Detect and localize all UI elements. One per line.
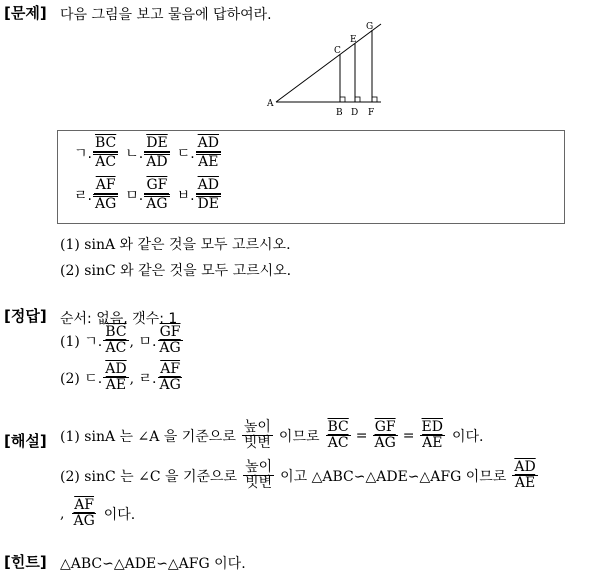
choice-mark: ㄴ. [125, 146, 144, 162]
answer-1-prefix: (1) ㄱ. [60, 333, 103, 350]
explanation-label: [해설] [4, 432, 47, 450]
choice-fraction: $\frac{\overline{GF}}{AG}$ [146, 177, 168, 212]
explanation-2-text-b: 이고 △ABC∽△ADE∽△AFG 이므로 [280, 468, 507, 485]
choice-fraction: $\frac{\overline{BC}}{AC}$ [94, 135, 117, 170]
hint-text: △ABC∽△ADE∽△AFG 이다. [60, 556, 246, 572]
explanation-2-text-a: (2) sinC 는 ∠C 을 기준으로 [60, 468, 238, 485]
answer-meta: 순서: 없음, 갯수: 1 [60, 311, 178, 327]
point-d-label: D [351, 108, 359, 118]
explanation-line-3 [60, 498, 135, 529]
point-f-label: F [368, 108, 375, 118]
answer-2-frac-1: $\frac{\overline{AD}}{AE}$ [105, 361, 127, 393]
choice-item [125, 178, 170, 212]
answer-1-mid: , ㅁ. [129, 333, 157, 350]
explanation-1-end: 이다. [451, 428, 484, 445]
answer-2-mid: , ㄹ. [129, 370, 157, 387]
equals-sign: = [355, 427, 368, 444]
explanation-1-frac-1: $\frac{\overline{BC}}{AC}$ [327, 419, 349, 451]
explanation-1-frac-3: $\frac{\overline{ED}}{AE}$ [421, 419, 443, 451]
question-1: (1) sinA 와 같은 것을 모두 고르시오. [60, 237, 291, 253]
answer-2 [60, 362, 184, 393]
point-g-label: G [366, 22, 374, 32]
explanation-3-end: 이다. [103, 506, 136, 523]
question-2: (2) sinC 와 같은 것을 모두 고르시오. [60, 263, 292, 279]
answer-1-frac-1: $\frac{\overline{BC}}{AC}$ [105, 324, 127, 356]
answer-2-frac-2: $\frac{\overline{AF}}{AG}$ [159, 361, 181, 393]
triangle-figure [265, 16, 390, 120]
choice-item [74, 178, 119, 212]
choice-item [177, 136, 222, 170]
explanation-line-2 [60, 460, 539, 491]
point-e-label: E [350, 35, 357, 45]
choice-item [125, 136, 170, 170]
problem-instruction: 다음 그림을 보고 물음에 답하여라. [60, 7, 272, 23]
choice-mark: ㄹ. [74, 188, 92, 204]
height-over-hypotenuse-2: $\frac{\text{높이}}{\text{빗변}}$ [245, 459, 273, 491]
point-a-label: A [267, 99, 274, 109]
explanation-1-text-b: 이므로 [278, 428, 320, 445]
answer-1 [60, 325, 184, 356]
explanation-3-frac: $\frac{\overline{AF}}{AG}$ [73, 497, 95, 529]
answer-label: [정답] [4, 307, 47, 325]
choices-row-1 [74, 136, 228, 170]
explanation-1-frac-2: $\frac{\overline{GF}}{AG}$ [374, 419, 396, 451]
choice-mark: ㄷ. [176, 146, 195, 162]
choice-fraction: $\frac{\overline{AF}}{AG}$ [94, 177, 117, 212]
choices-row-2 [74, 178, 228, 212]
explanation-2-frac: $\frac{\overline{AD}}{AE}$ [514, 459, 536, 491]
explanation-line-1 [60, 420, 483, 451]
choice-fraction: $\frac{\overline{AD}}{AE}$ [197, 135, 220, 170]
equals-sign: = [402, 427, 415, 444]
answer-1-frac-2: $\frac{\overline{GF}}{AG}$ [159, 324, 181, 356]
choice-mark: ㄱ. [74, 146, 92, 162]
choice-item [177, 178, 222, 212]
choice-fraction: $\frac{\overline{AD}}{DE}$ [197, 177, 219, 212]
choice-mark: ㅂ. [176, 188, 195, 204]
explanation-3-comma: , [60, 505, 65, 522]
choice-item [74, 136, 119, 170]
point-b-label: B [336, 108, 343, 118]
choice-mark: ㅁ. [125, 188, 144, 204]
explanation-1-text-a: (1) sinA 는 ∠A 을 기준으로 [60, 428, 236, 445]
point-c-label: C [334, 46, 341, 56]
hint-label: [힌트] [4, 553, 47, 571]
answer-2-prefix: (2) ㄷ. [60, 370, 103, 387]
problem-label: [문제] [4, 4, 47, 22]
choice-fraction: $\frac{\overline{DE}}{AD}$ [146, 135, 168, 170]
height-over-hypotenuse: $\frac{\text{높이}}{\text{빗변}}$ [243, 419, 271, 451]
